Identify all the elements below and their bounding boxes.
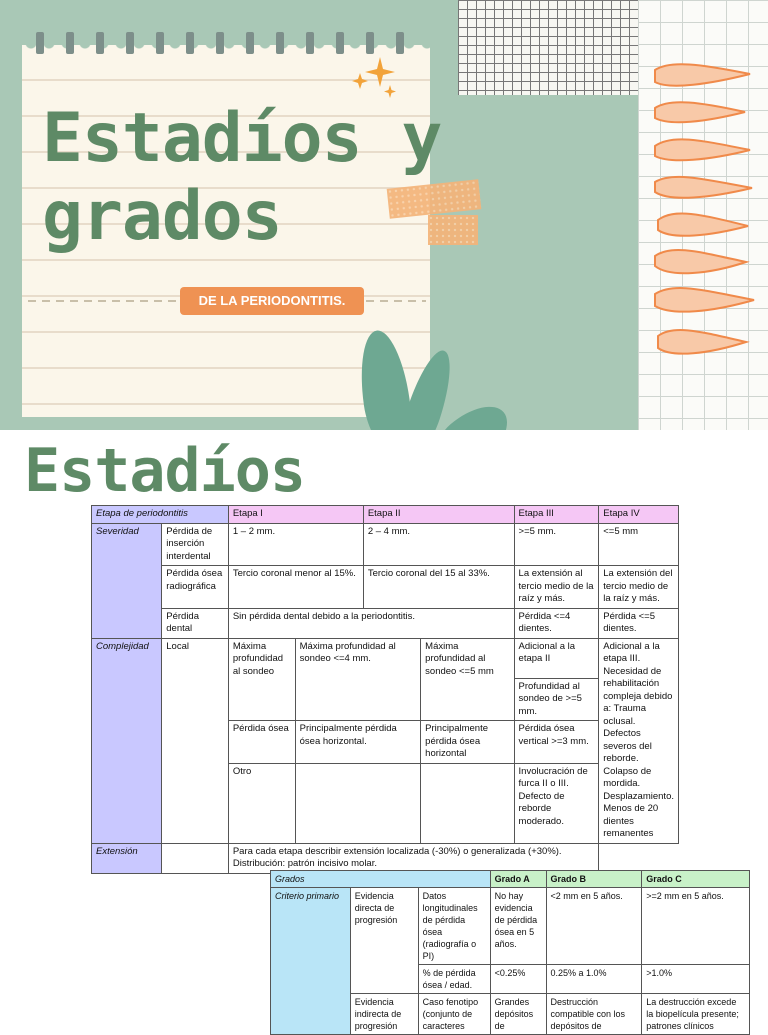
table-cell: Pérdida <=5 dientes. — [599, 608, 679, 638]
cover-banner — [0, 0, 768, 430]
row-label: Complejidad — [92, 638, 162, 843]
table-cell: Principalmente pérdida ósea horizontal — [421, 721, 514, 764]
table-cell — [421, 763, 514, 843]
table-cell: Evidencia indirecta de progresión — [350, 994, 418, 1035]
sparkle-icon — [350, 55, 402, 101]
table-cell: Profundidad al sondeo de >=5 mm. — [514, 678, 599, 721]
row-label: Criterio primario — [271, 888, 351, 1035]
table-cell: Pérdida dental — [162, 608, 229, 638]
table-cell: La destrucción excede la biopelícula presente; patrones clínicos — [642, 994, 750, 1035]
header-cell: Etapa II — [363, 506, 514, 524]
table-header-row — [271, 871, 750, 888]
table-cell: Evidencia directa de progresión — [350, 888, 418, 994]
table-cell: Adicional a la etapa II — [514, 638, 599, 678]
table-row — [92, 608, 679, 638]
table-cell: 1 – 2 mm. — [228, 523, 363, 566]
header-cell: Etapa I — [228, 506, 363, 524]
table-cell: Tercio coronal menor al 15%. — [228, 566, 363, 609]
table-cell: Tercio coronal del 15 al 33%. — [363, 566, 514, 609]
teeth-illustration-icon — [650, 60, 760, 370]
binding-ring — [306, 32, 314, 54]
binding-ring — [276, 32, 284, 54]
table-cell: Destrucción compatible con los depósitos de — [546, 994, 642, 1035]
header-cell: Grado B — [546, 871, 642, 888]
table-cell: Pérdida de inserción interdental — [162, 523, 229, 566]
table-cell: Pérdida ósea radiográfica — [162, 566, 229, 609]
table-row — [92, 566, 679, 609]
stages-table — [91, 505, 679, 874]
table-cell: Principalmente pérdida ósea horizontal. — [295, 721, 421, 764]
header-cell: Etapa IV — [599, 506, 679, 524]
table-cell: Pérdida ósea vertical >=3 mm. — [514, 721, 599, 764]
table-cell: <0.25% — [490, 965, 546, 994]
binding-ring — [186, 32, 194, 54]
table-cell: <2 mm en 5 años. — [546, 888, 642, 965]
section-title: Estadíos — [24, 436, 305, 506]
binding-ring — [396, 32, 404, 54]
table-cell: >=5 mm. — [514, 523, 599, 566]
table-row — [92, 638, 679, 678]
header-cell: Grados — [271, 871, 491, 888]
table-cell: Máxima profundidad al sondeo <=4 mm. — [295, 638, 421, 721]
table-cell: <=5 mm — [599, 523, 679, 566]
table-cell: Máxima profundidad al sondeo — [228, 638, 295, 721]
binding-ring — [96, 32, 104, 54]
table-cell: >1.0% — [642, 965, 750, 994]
grades-table — [270, 870, 750, 1035]
table-cell: Caso fenotipo (conjunto de caracteres — [418, 994, 490, 1035]
table-cell: % de pérdida ósea / edad. — [418, 965, 490, 994]
table-cell: La extensión del tercio medio de la raíz y más. — [599, 566, 679, 609]
table-cell: Otro — [228, 763, 295, 843]
table-cell: No hay evidencia de pérdida ósea en 5 años. — [490, 888, 546, 965]
washi-tape — [428, 215, 478, 245]
table-cell: Sin pérdida dental debido a la periodontitis. — [228, 608, 514, 638]
table-cell: Datos longitudinales de pérdida ósea (radiografía o PI) — [418, 888, 490, 965]
table-row — [92, 523, 679, 566]
table-cell: Máxima profundidad al sondeo <=5 mm — [421, 638, 514, 721]
table-cell: >=2 mm en 5 años. — [642, 888, 750, 965]
binding-ring — [216, 32, 224, 54]
table-cell: 2 – 4 mm. — [363, 523, 514, 566]
binding-ring — [156, 32, 164, 54]
row-label: Extensión — [92, 843, 162, 873]
table-cell — [295, 763, 421, 843]
header-cell: Etapa III — [514, 506, 599, 524]
table-cell: Local — [162, 638, 229, 843]
table-header-row — [92, 506, 679, 524]
table-cell: 0.25% a 1.0% — [546, 965, 642, 994]
header-cell: Etapa de periodontitis — [92, 506, 229, 524]
binding-ring — [36, 32, 44, 54]
header-cell: Grado C — [642, 871, 750, 888]
table-row — [271, 888, 750, 965]
binding-ring — [126, 32, 134, 54]
cover-title: Estadíos y grados — [42, 99, 442, 256]
table-cell: Pérdida ósea — [228, 721, 295, 764]
cover-subtitle: DE LA PERIODONTITIS. — [180, 287, 364, 315]
dashed-line — [366, 300, 426, 302]
table-cell — [162, 843, 229, 873]
table-cell: La extensión al tercio medio de la raíz y más. — [514, 566, 599, 609]
table-row — [92, 843, 679, 873]
table-cell: Grandes depósitos de — [490, 994, 546, 1035]
header-cell: Grado A — [490, 871, 546, 888]
binding-ring — [366, 32, 374, 54]
table-cell: Involucración de furca II o III. Defecto de reborde moderado. — [514, 763, 599, 843]
binding-ring — [66, 32, 74, 54]
table-cell: Pérdida <=4 dientes. — [514, 608, 599, 638]
table-cell: Adicional a la etapa III. Necesidad de rehabilitación compleja debido a: Trauma oclusal. Defectos severos del reborde. Colapso de mordida. Desplazamiento. Menos de 20 dientes remanentes — [599, 638, 679, 843]
table-cell: Para cada etapa describir extensión localizada (-30%) o generalizada (+30%). Distribución: patrón incisivo molar. — [228, 843, 598, 873]
grid-paper-decoration — [458, 0, 638, 95]
binding-ring — [336, 32, 344, 54]
dashed-line — [28, 300, 178, 302]
row-label: Severidad — [92, 523, 162, 638]
binding-ring — [246, 32, 254, 54]
